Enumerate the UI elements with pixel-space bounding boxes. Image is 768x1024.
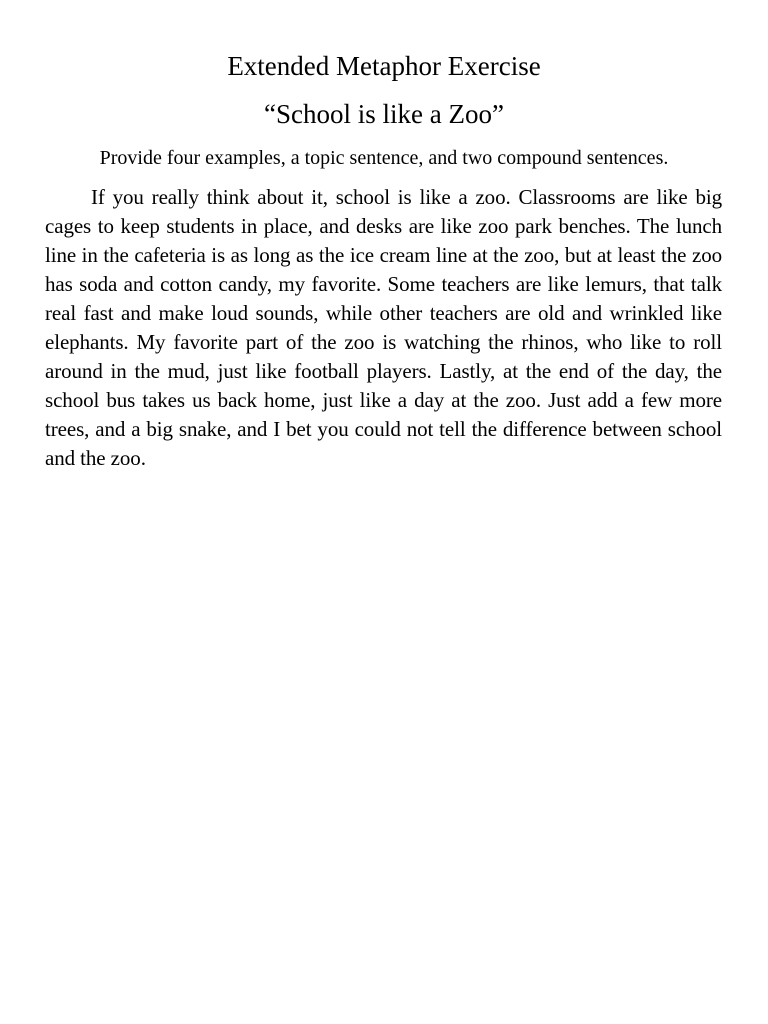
document-subtitle: “School is like a Zoo” [264, 99, 504, 129]
document-title: Extended Metaphor Exercise [227, 51, 541, 81]
instructions-text: Provide four examples, a topic sentence, and two compound sentences. [99, 147, 669, 169]
essay-paragraph: If you really think about it, school is like a zoo. Classrooms are like big cages to keep students in place, and desks are like zoo park benches. The lunch line in the cafeteria is as long as the ice cream line at the zoo, but at least the zoo has soda and cotton candy, my favorite. Some teachers are like lemurs, that talk real fast and make loud sounds, while other teachers are old and wrinkled like elephants. My favorite part of the zoo is watching the rhinos, who like to roll around in the mud, just like football players. Lastly, at the end of the day, the school bus takes us back home, just like a day at the zoo. Just add a few more trees, and a big snake, and I bet you could not tell the difference between school and the zoo. [45, 185, 722, 470]
